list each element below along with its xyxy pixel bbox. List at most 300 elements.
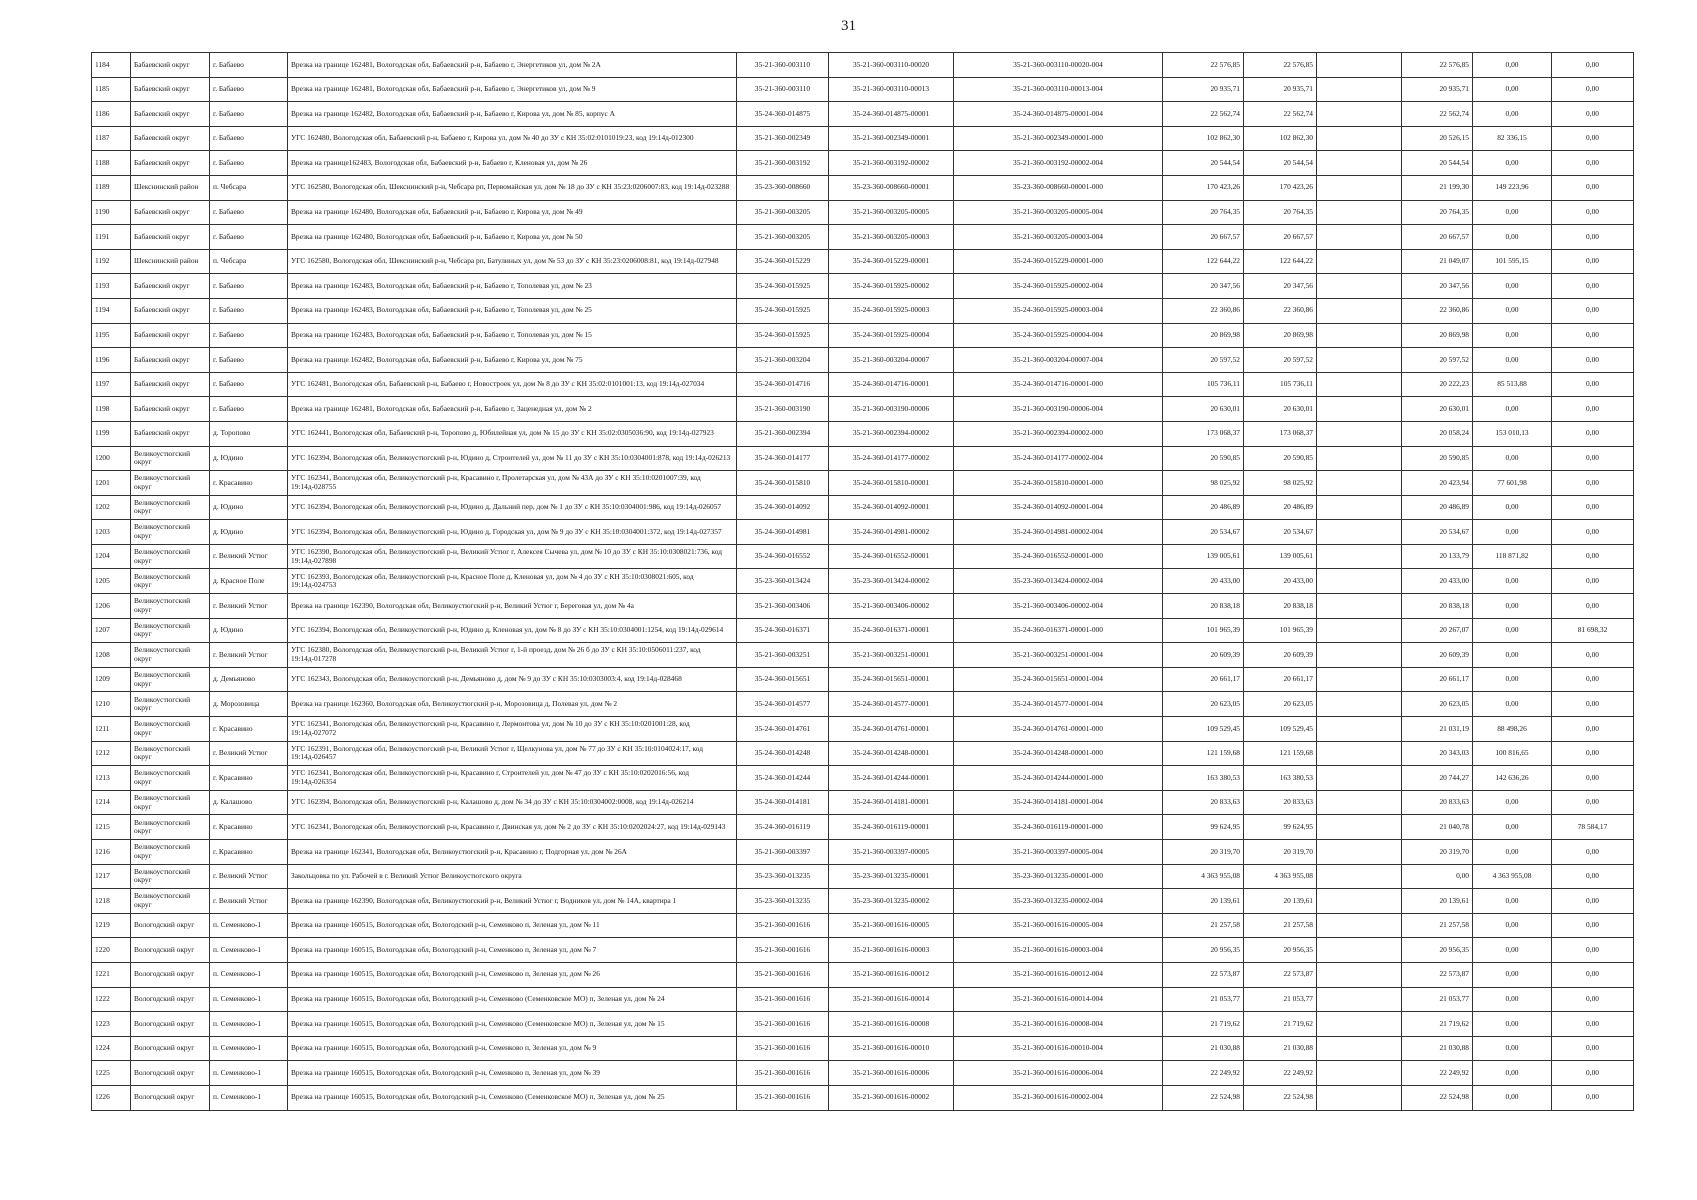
sub-code-cell: 35-21-360-002349-00001 [829, 126, 954, 151]
empty-col-cell [1317, 421, 1402, 446]
year1-cost-cell: 20 597,52 [1402, 348, 1473, 373]
row-number-cell: 1186 [92, 102, 131, 127]
full-code-cell: 35-24-360-014761-00001-000 [954, 717, 1163, 742]
district-cell: Великоустюгский округ [131, 815, 210, 840]
total-cost-cell: 122 644,22 [1163, 249, 1244, 274]
cost-total-cell: 101 965,39 [1244, 618, 1317, 643]
settlement-cell: г. Бабаево [210, 372, 288, 397]
year2-cost-cell: 82 336,15 [1473, 126, 1552, 151]
table-body [92, 53, 1634, 1111]
settlement-cell: д. Морозовица [210, 692, 288, 717]
sub-code-cell: 35-24-360-014761-00001 [829, 717, 954, 742]
full-code-cell: 35-24-360-014092-00001-004 [954, 495, 1163, 520]
object-description-cell: Врезка на границе 160515, Вологодская обл, Вологодский р-н, Семенково (Семенковское МО) п, Зеленая ул, дом № 15 [288, 1012, 737, 1037]
sub-code-cell: 35-24-360-015651-00001 [829, 667, 954, 692]
total-cost-cell: 22 249,92 [1163, 1061, 1244, 1086]
empty-col-cell [1317, 766, 1402, 791]
district-cell: Бабаевский округ [131, 372, 210, 397]
full-code-cell: 35-21-360-001616-00012-004 [954, 962, 1163, 987]
full-code-cell: 35-21-360-001616-00010-004 [954, 1036, 1163, 1061]
object-code-cell: 35-21-360-001616 [737, 1061, 829, 1086]
object-code-cell: 35-21-360-003192 [737, 151, 829, 176]
year2-cost-cell: 0,00 [1473, 348, 1552, 373]
year1-cost-cell: 20 433,00 [1402, 569, 1473, 594]
full-code-cell: 35-21-360-003205-00003-004 [954, 225, 1163, 250]
sub-code-cell: 35-24-360-015229-00001 [829, 249, 954, 274]
year3-cost-cell: 0,00 [1552, 766, 1634, 791]
table-row [92, 200, 1634, 225]
full-code-cell: 35-24-360-015810-00001-000 [954, 471, 1163, 496]
year2-cost-cell: 85 513,88 [1473, 372, 1552, 397]
full-code-cell: 35-23-360-013424-00002-004 [954, 569, 1163, 594]
empty-col-cell [1317, 102, 1402, 127]
empty-col-cell [1317, 225, 1402, 250]
year3-cost-cell: 0,00 [1552, 421, 1634, 446]
sub-code-cell: 35-21-360-001616-00008 [829, 1012, 954, 1037]
object-description-cell: УГС 162481, Вологодская обл, Бабаевский р-н, Бабаево г, Новостроек ул, дом № 8 до ЗУ с КН 35:02:0101001:13, код 19:14д-027034 [288, 372, 737, 397]
year3-cost-cell: 78 584,17 [1552, 815, 1634, 840]
sub-code-cell: 35-24-360-014181-00001 [829, 790, 954, 815]
district-cell: Великоустюгский округ [131, 717, 210, 742]
full-code-cell: 35-21-360-002349-00001-000 [954, 126, 1163, 151]
sub-code-cell: 35-21-360-003110-00013 [829, 77, 954, 102]
year3-cost-cell: 0,00 [1552, 717, 1634, 742]
table-row [92, 1061, 1634, 1086]
year1-cost-cell: 20 544,54 [1402, 151, 1473, 176]
row-number-cell: 1196 [92, 348, 131, 373]
year1-cost-cell: 20 838,18 [1402, 594, 1473, 619]
district-cell: Великоустюгский округ [131, 889, 210, 914]
full-code-cell: 35-23-360-013235-00001-000 [954, 864, 1163, 889]
district-cell: Бабаевский округ [131, 298, 210, 323]
year3-cost-cell: 0,00 [1552, 348, 1634, 373]
total-cost-cell: 20 319,70 [1163, 840, 1244, 865]
table-row [92, 348, 1634, 373]
year2-cost-cell: 0,00 [1473, 962, 1552, 987]
year1-cost-cell: 22 576,85 [1402, 53, 1473, 78]
full-code-cell: 35-24-360-014577-00001-004 [954, 692, 1163, 717]
row-number-cell: 1216 [92, 840, 131, 865]
table-row [92, 372, 1634, 397]
empty-col-cell [1317, 569, 1402, 594]
empty-col-cell [1317, 53, 1402, 78]
settlement-cell: п. Семенково-1 [210, 938, 288, 963]
total-cost-cell: 20 630,01 [1163, 397, 1244, 422]
empty-col-cell [1317, 471, 1402, 496]
empty-col-cell [1317, 495, 1402, 520]
district-cell: Вологодский округ [131, 962, 210, 987]
sub-code-cell: 35-24-360-016552-00001 [829, 544, 954, 569]
year1-cost-cell: 20 347,56 [1402, 274, 1473, 299]
table-row [92, 815, 1634, 840]
table-row [92, 249, 1634, 274]
row-number-cell: 1184 [92, 53, 131, 78]
empty-col-cell [1317, 618, 1402, 643]
row-number-cell: 1202 [92, 495, 131, 520]
full-code-cell: 35-21-360-001616-00003-004 [954, 938, 1163, 963]
full-code-cell: 35-21-360-001616-00006-004 [954, 1061, 1163, 1086]
row-number-cell: 1220 [92, 938, 131, 963]
row-number-cell: 1203 [92, 520, 131, 545]
object-code-cell: 35-24-360-014181 [737, 790, 829, 815]
full-code-cell: 35-24-360-016119-00001-000 [954, 815, 1163, 840]
total-cost-cell: 20 433,00 [1163, 569, 1244, 594]
object-description-cell: Врезка на границе 162481, Вологодская обл, Бабаевский р-н, Бабаево г, Заценедная ул, дом № 2 [288, 397, 737, 422]
row-number-cell: 1192 [92, 249, 131, 274]
table-row [92, 594, 1634, 619]
sub-code-cell: 35-23-360-008660-00001 [829, 175, 954, 200]
cost-total-cell: 173 068,37 [1244, 421, 1317, 446]
object-code-cell: 35-24-360-015810 [737, 471, 829, 496]
empty-col-cell [1317, 520, 1402, 545]
district-cell: Великоустюгский округ [131, 864, 210, 889]
full-code-cell: 35-21-360-003406-00002-004 [954, 594, 1163, 619]
empty-col-cell [1317, 938, 1402, 963]
year3-cost-cell: 0,00 [1552, 225, 1634, 250]
object-description-cell: Врезка на границе 162360, Вологодская обл, Великоустюгский р-н, Морозовица д, Полевая ул, дом № 2 [288, 692, 737, 717]
cost-total-cell: 20 956,35 [1244, 938, 1317, 963]
empty-col-cell [1317, 1012, 1402, 1037]
total-cost-cell: 173 068,37 [1163, 421, 1244, 446]
total-cost-cell: 109 529,45 [1163, 717, 1244, 742]
empty-col-cell [1317, 200, 1402, 225]
year3-cost-cell: 0,00 [1552, 1085, 1634, 1110]
row-number-cell: 1194 [92, 298, 131, 323]
year2-cost-cell: 0,00 [1473, 889, 1552, 914]
year3-cost-cell: 0,00 [1552, 1036, 1634, 1061]
empty-col-cell [1317, 151, 1402, 176]
settlement-cell: г. Великий Устюг [210, 544, 288, 569]
year3-cost-cell: 0,00 [1552, 938, 1634, 963]
object-description-cell: Врезка на границе 162481, Вологодская обл, Бабаевский р-н, Бабаево г, Энергетиков ул, дом № 9 [288, 77, 737, 102]
object-description-cell: УГС 162341, Вологодская обл, Великоустюгский р-н, Красавино г, Двинская ул, дом № 2 до ЗУ с КН 35:10:0202024:27, код 19:14д-029143 [288, 815, 737, 840]
sub-code-cell: 35-21-360-003406-00002 [829, 594, 954, 619]
sub-code-cell: 35-21-360-003205-00003 [829, 225, 954, 250]
full-code-cell: 35-21-360-003190-00006-004 [954, 397, 1163, 422]
year1-cost-cell: 0,00 [1402, 864, 1473, 889]
table-row [92, 913, 1634, 938]
settlement-cell: п. Семенково-1 [210, 987, 288, 1012]
object-description-cell: Врезка на границе 162341, Вологодская обл, Великоустюгский р-н, Красавино г, Подгорная ул, дом № 26А [288, 840, 737, 865]
table-row [92, 717, 1634, 742]
year3-cost-cell: 0,00 [1552, 102, 1634, 127]
table-row [92, 1012, 1634, 1037]
sub-code-cell: 35-21-360-003192-00002 [829, 151, 954, 176]
year2-cost-cell: 0,00 [1473, 913, 1552, 938]
total-cost-cell: 98 025,92 [1163, 471, 1244, 496]
full-code-cell: 35-24-360-014716-00001-000 [954, 372, 1163, 397]
object-code-cell: 35-24-360-015925 [737, 298, 829, 323]
cost-total-cell: 20 838,18 [1244, 594, 1317, 619]
year2-cost-cell: 0,00 [1473, 77, 1552, 102]
total-cost-cell: 20 597,52 [1163, 348, 1244, 373]
object-description-cell: Врезка на границе 162483, Вологодская обл, Бабаевский р-н, Бабаево г, Тополевая ул, дом № 25 [288, 298, 737, 323]
object-description-cell: Врезка на границе 162390, Вологодская обл, Великоустюгский р-н, Великий Устюг г, Водников ул, дом № 14А, квартира 1 [288, 889, 737, 914]
year1-cost-cell: 21 199,30 [1402, 175, 1473, 200]
object-description-cell: Врезка на границе 160515, Вологодская обл, Вологодский р-н, Семенково п, Зеленая ул, дом № 11 [288, 913, 737, 938]
object-code-cell: 35-24-360-014244 [737, 766, 829, 791]
empty-col-cell [1317, 717, 1402, 742]
total-cost-cell: 121 159,68 [1163, 741, 1244, 766]
year1-cost-cell: 22 249,92 [1402, 1061, 1473, 1086]
object-code-cell: 35-21-360-002394 [737, 421, 829, 446]
full-code-cell: 35-21-360-003205-00005-004 [954, 200, 1163, 225]
settlement-cell: г. Великий Устюг [210, 594, 288, 619]
total-cost-cell: 20 609,39 [1163, 643, 1244, 668]
sub-code-cell: 35-21-360-002394-00002 [829, 421, 954, 446]
object-code-cell: 35-24-360-016119 [737, 815, 829, 840]
full-code-cell: 35-24-360-014875-00001-004 [954, 102, 1163, 127]
object-code-cell: 35-21-360-003205 [737, 200, 829, 225]
year1-cost-cell: 20 319,70 [1402, 840, 1473, 865]
full-code-cell: 35-24-360-014248-00001-000 [954, 741, 1163, 766]
district-cell: Бабаевский округ [131, 421, 210, 446]
year2-cost-cell: 0,00 [1473, 1085, 1552, 1110]
object-code-cell: 35-21-360-001616 [737, 987, 829, 1012]
year1-cost-cell: 20 534,67 [1402, 520, 1473, 545]
year3-cost-cell: 0,00 [1552, 741, 1634, 766]
row-number-cell: 1185 [92, 77, 131, 102]
year3-cost-cell: 0,00 [1552, 495, 1634, 520]
object-description-cell: Врезка на границе 162482, Вологодская обл, Бабаевский р-н, Бабаево г, Кирова ул, дом № 85, корпус А [288, 102, 737, 127]
total-cost-cell: 20 590,85 [1163, 446, 1244, 471]
total-cost-cell: 20 486,89 [1163, 495, 1244, 520]
district-cell: Великоустюгский округ [131, 667, 210, 692]
empty-col-cell [1317, 962, 1402, 987]
sub-code-cell: 35-24-360-014248-00001 [829, 741, 954, 766]
year2-cost-cell: 0,00 [1473, 102, 1552, 127]
settlement-cell: г. Великий Устюг [210, 864, 288, 889]
district-cell: Великоустюгский округ [131, 692, 210, 717]
sub-code-cell: 35-24-360-014092-00001 [829, 495, 954, 520]
row-number-cell: 1189 [92, 175, 131, 200]
row-number-cell: 1210 [92, 692, 131, 717]
sub-code-cell: 35-24-360-015925-00003 [829, 298, 954, 323]
year1-cost-cell: 20 630,01 [1402, 397, 1473, 422]
district-cell: Шекснинский район [131, 249, 210, 274]
year1-cost-cell: 20 609,39 [1402, 643, 1473, 668]
full-code-cell: 35-21-360-003397-00005-004 [954, 840, 1163, 865]
object-description-cell: УГС 162394, Вологодская обл, Великоустюгский р-н, Юдино д, Строителей ул, дом № 11 до ЗУ с КН 35:10:0304001:878, код 19:14д-026213 [288, 446, 737, 471]
empty-col-cell [1317, 1036, 1402, 1061]
cost-total-cell: 20 609,39 [1244, 643, 1317, 668]
empty-col-cell [1317, 889, 1402, 914]
cost-total-cell: 105 736,11 [1244, 372, 1317, 397]
sub-code-cell: 35-24-360-014716-00001 [829, 372, 954, 397]
total-cost-cell: 20 935,71 [1163, 77, 1244, 102]
year2-cost-cell: 0,00 [1473, 446, 1552, 471]
object-code-cell: 35-21-360-001616 [737, 1085, 829, 1110]
empty-col-cell [1317, 864, 1402, 889]
object-description-cell: УГС 162390, Вологодская обл, Великоустюгский р-н, Великий Устюг г, Алексея Сычева ул, дом № 10 до ЗУ с КН 35:10:0308021:736, код 19:14д-027898 [288, 544, 737, 569]
total-cost-cell: 22 524,98 [1163, 1085, 1244, 1110]
row-number-cell: 1198 [92, 397, 131, 422]
object-description-cell: Врезка на границе 162482, Вологодская обл, Бабаевский р-н, Бабаево г, Кирова ул, дом № 75 [288, 348, 737, 373]
year3-cost-cell: 0,00 [1552, 446, 1634, 471]
full-code-cell: 35-21-360-003110-00020-004 [954, 53, 1163, 78]
district-cell: Великоустюгский округ [131, 618, 210, 643]
cost-total-cell: 22 524,98 [1244, 1085, 1317, 1110]
total-cost-cell: 21 719,62 [1163, 1012, 1244, 1037]
district-cell: Великоустюгский округ [131, 840, 210, 865]
year3-cost-cell: 0,00 [1552, 1061, 1634, 1086]
table-row [92, 53, 1634, 78]
year1-cost-cell: 21 719,62 [1402, 1012, 1473, 1037]
year2-cost-cell: 0,00 [1473, 397, 1552, 422]
sub-code-cell: 35-24-360-014244-00001 [829, 766, 954, 791]
year2-cost-cell: 0,00 [1473, 323, 1552, 348]
object-description-cell: Врезка на границе 160515, Вологодская обл, Вологодский р-н, Семенково п, Зеленая ул, дом № 26 [288, 962, 737, 987]
year1-cost-cell: 21 049,07 [1402, 249, 1473, 274]
object-code-cell: 35-24-360-015651 [737, 667, 829, 692]
table-row [92, 643, 1634, 668]
district-cell: Бабаевский округ [131, 102, 210, 127]
total-cost-cell: 21 053,77 [1163, 987, 1244, 1012]
settlement-cell: г. Великий Устюг [210, 643, 288, 668]
year2-cost-cell: 0,00 [1473, 938, 1552, 963]
year3-cost-cell: 0,00 [1552, 544, 1634, 569]
year3-cost-cell: 0,00 [1552, 175, 1634, 200]
cost-total-cell: 20 630,01 [1244, 397, 1317, 422]
full-code-cell: 35-21-360-001616-00014-004 [954, 987, 1163, 1012]
full-code-cell: 35-24-360-016552-00001-000 [954, 544, 1163, 569]
object-description-cell: УГС 162394, Вологодская обл, Великоустюгский р-н, Юдино д, Кленовая ул, дом № 8 до ЗУ с КН 35:10:0304001:1254, код 19:14д-029614 [288, 618, 737, 643]
year1-cost-cell: 20 935,71 [1402, 77, 1473, 102]
object-description-cell: УГС 162394, Вологодская обл, Великоустюгский р-н, Юдино д, Дальний пер, дом № 1 до ЗУ с КН 35:10:0304001:986, код 19:14д-026057 [288, 495, 737, 520]
row-number-cell: 1225 [92, 1061, 131, 1086]
object-code-cell: 35-24-360-014577 [737, 692, 829, 717]
object-description-cell: Врезка на границе 162481, Вологодская обл, Бабаевский р-н, Бабаево г, Энергетиков ул, дом № 2А [288, 53, 737, 78]
object-description-cell: Врезка на границе 160515, Вологодская обл, Вологодский р-н, Семенково (Семенковское МО) п, Зеленая ул, дом № 24 [288, 987, 737, 1012]
year1-cost-cell: 20 267,07 [1402, 618, 1473, 643]
cost-total-cell: 22 360,86 [1244, 298, 1317, 323]
settlement-cell: г. Бабаево [210, 151, 288, 176]
year2-cost-cell: 142 636,26 [1473, 766, 1552, 791]
total-cost-cell: 20 764,35 [1163, 200, 1244, 225]
year3-cost-cell: 0,00 [1552, 1012, 1634, 1037]
year2-cost-cell: 0,00 [1473, 987, 1552, 1012]
object-code-cell: 35-21-360-001616 [737, 938, 829, 963]
table-row [92, 569, 1634, 594]
empty-col-cell [1317, 643, 1402, 668]
object-code-cell: 35-24-360-014981 [737, 520, 829, 545]
row-number-cell: 1223 [92, 1012, 131, 1037]
object-description-cell: Врезка на границе 162480, Вологодская обл, Бабаевский р-н, Бабаево г, Кирова ул, дом № 49 [288, 200, 737, 225]
table-row [92, 1036, 1634, 1061]
sub-code-cell: 35-21-360-003251-00001 [829, 643, 954, 668]
year1-cost-cell: 20 526,15 [1402, 126, 1473, 151]
year2-cost-cell: 0,00 [1473, 667, 1552, 692]
district-cell: Бабаевский округ [131, 151, 210, 176]
empty-col-cell [1317, 348, 1402, 373]
year2-cost-cell: 101 595,15 [1473, 249, 1552, 274]
year3-cost-cell: 0,00 [1552, 53, 1634, 78]
empty-col-cell [1317, 397, 1402, 422]
year3-cost-cell: 81 698,32 [1552, 618, 1634, 643]
year1-cost-cell: 21 040,78 [1402, 815, 1473, 840]
cost-total-cell: 20 534,67 [1244, 520, 1317, 545]
row-number-cell: 1193 [92, 274, 131, 299]
empty-col-cell [1317, 667, 1402, 692]
year3-cost-cell: 0,00 [1552, 840, 1634, 865]
sub-code-cell: 35-24-360-014875-00001 [829, 102, 954, 127]
table-row [92, 987, 1634, 1012]
cost-total-cell: 98 025,92 [1244, 471, 1317, 496]
table-row [92, 741, 1634, 766]
cost-total-cell: 20 597,52 [1244, 348, 1317, 373]
sub-code-cell: 35-24-360-016119-00001 [829, 815, 954, 840]
year1-cost-cell: 20 343,03 [1402, 741, 1473, 766]
total-cost-cell: 20 661,17 [1163, 667, 1244, 692]
year1-cost-cell: 20 486,89 [1402, 495, 1473, 520]
district-cell: Великоустюгский округ [131, 495, 210, 520]
sub-code-cell: 35-21-360-003204-00007 [829, 348, 954, 373]
empty-col-cell [1317, 1085, 1402, 1110]
settlement-cell: п. Семенково-1 [210, 913, 288, 938]
table-row [92, 151, 1634, 176]
object-code-cell: 35-24-360-016371 [737, 618, 829, 643]
table-row [92, 840, 1634, 865]
year3-cost-cell: 0,00 [1552, 323, 1634, 348]
settlement-cell: п. Чебсара [210, 249, 288, 274]
year3-cost-cell: 0,00 [1552, 298, 1634, 323]
settlement-cell: г. Бабаево [210, 323, 288, 348]
district-cell: Великоустюгский округ [131, 594, 210, 619]
cost-total-cell: 20 433,00 [1244, 569, 1317, 594]
row-number-cell: 1218 [92, 889, 131, 914]
cost-total-cell: 20 486,89 [1244, 495, 1317, 520]
total-cost-cell: 22 360,86 [1163, 298, 1244, 323]
settlement-cell: г. Бабаево [210, 298, 288, 323]
row-number-cell: 1204 [92, 544, 131, 569]
empty-col-cell [1317, 372, 1402, 397]
year2-cost-cell: 0,00 [1473, 815, 1552, 840]
empty-col-cell [1317, 249, 1402, 274]
district-cell: Вологодский округ [131, 938, 210, 963]
year1-cost-cell: 21 030,88 [1402, 1036, 1473, 1061]
settlement-cell: д. Красное Поле [210, 569, 288, 594]
table-row [92, 323, 1634, 348]
cost-total-cell: 122 644,22 [1244, 249, 1317, 274]
total-cost-cell: 20 544,54 [1163, 151, 1244, 176]
empty-col-cell [1317, 274, 1402, 299]
total-cost-cell: 105 736,11 [1163, 372, 1244, 397]
settlement-cell: г. Бабаево [210, 126, 288, 151]
row-number-cell: 1195 [92, 323, 131, 348]
object-code-cell: 35-21-360-003110 [737, 53, 829, 78]
total-cost-cell: 21 257,58 [1163, 913, 1244, 938]
total-cost-cell: 102 862,30 [1163, 126, 1244, 151]
total-cost-cell: 22 576,85 [1163, 53, 1244, 78]
sub-code-cell: 35-24-360-014177-00002 [829, 446, 954, 471]
year2-cost-cell: 4 363 955,08 [1473, 864, 1552, 889]
table-row [92, 864, 1634, 889]
district-cell: Великоустюгский округ [131, 790, 210, 815]
cost-total-cell: 21 257,58 [1244, 913, 1317, 938]
full-code-cell: 35-21-360-003251-00001-004 [954, 643, 1163, 668]
district-cell: Великоустюгский округ [131, 544, 210, 569]
district-cell: Великоустюгский округ [131, 471, 210, 496]
full-code-cell: 35-24-360-014177-00002-004 [954, 446, 1163, 471]
year3-cost-cell: 0,00 [1552, 913, 1634, 938]
row-number-cell: 1208 [92, 643, 131, 668]
district-cell: Вологодский округ [131, 913, 210, 938]
year3-cost-cell: 0,00 [1552, 667, 1634, 692]
district-cell: Бабаевский округ [131, 77, 210, 102]
year1-cost-cell: 20 956,35 [1402, 938, 1473, 963]
sub-code-cell: 35-23-360-013235-00002 [829, 889, 954, 914]
cost-total-cell: 20 544,54 [1244, 151, 1317, 176]
